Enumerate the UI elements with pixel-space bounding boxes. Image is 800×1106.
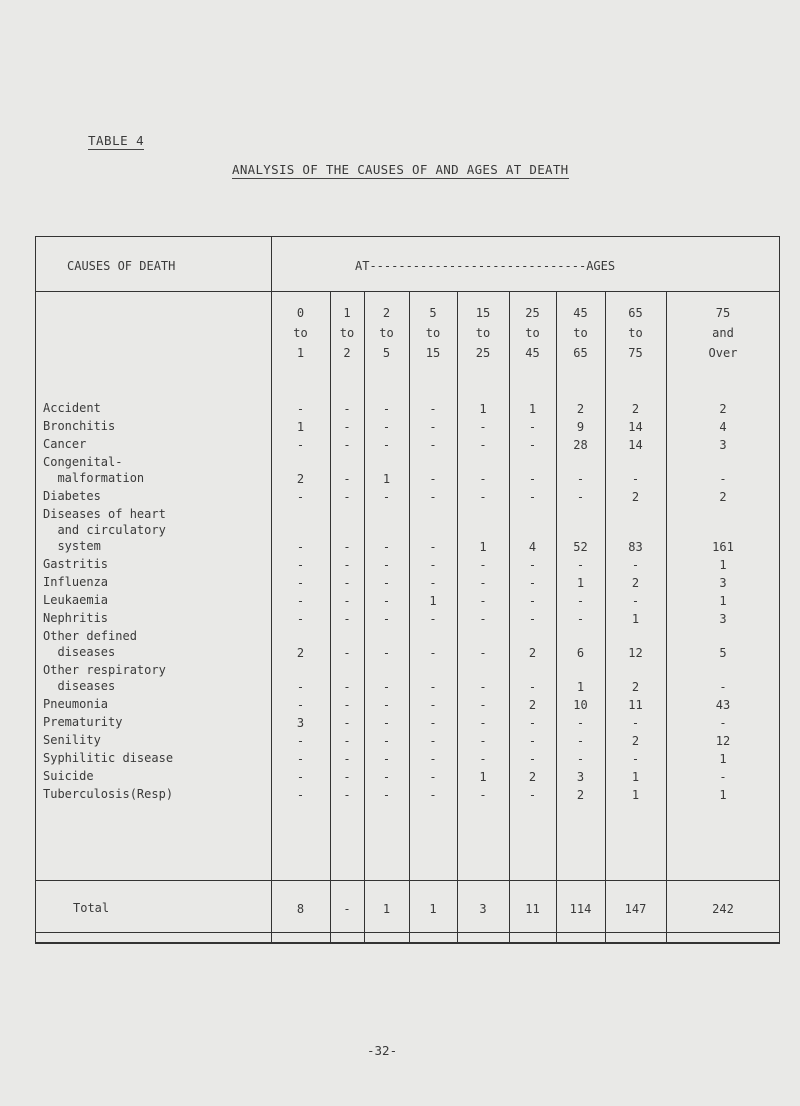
cause-label: Accident [43, 401, 101, 415]
table-cell: - [343, 680, 351, 694]
total-cell: 242 [712, 902, 734, 916]
table-cell: - [382, 540, 391, 554]
table-cell: - [296, 752, 305, 766]
table-cell: - [719, 716, 727, 730]
table-cell: 1 [719, 752, 727, 766]
cause-label: malformation [43, 471, 145, 485]
table-cell: - [479, 612, 487, 626]
table-cell: 14 [628, 420, 643, 434]
table-cell: - [343, 646, 351, 660]
table-cell: 2 [528, 646, 537, 660]
table-cell: - [343, 788, 351, 802]
table-cell: - [296, 788, 305, 802]
age-group-header-line: to [339, 326, 355, 340]
table-cell: - [429, 612, 437, 626]
table-cell: - [576, 612, 585, 626]
table-cell: 1 [576, 680, 585, 694]
table-cell: - [429, 540, 437, 554]
table-cell: 6 [576, 646, 585, 660]
table-cell: 1 [479, 402, 487, 416]
table-cell: 1 [479, 770, 487, 784]
cause-label: Congenital- [43, 455, 123, 469]
table-cell: - [576, 472, 585, 486]
table-cell: - [382, 402, 391, 416]
table-cell: - [479, 438, 487, 452]
table-cell: - [343, 770, 351, 784]
age-group-header-line: 0 [296, 306, 305, 320]
age-group-header-line: 5 [429, 306, 437, 320]
total-bottom-rule [35, 932, 780, 933]
age-group-header-line: 15 [475, 306, 491, 320]
table-cell: - [343, 438, 351, 452]
age-group-header [364, 303, 409, 363]
age-group-header-line: to [525, 326, 540, 340]
age-group-header-line: 45 [573, 306, 588, 320]
table-cell: - [719, 770, 727, 784]
table-cell: - [382, 752, 391, 766]
age-group-header-line: to [425, 326, 441, 340]
table-cell: - [296, 594, 305, 608]
death-causes-table [35, 236, 780, 944]
cause-label: Other respiratory [43, 663, 166, 677]
total-cell: - [343, 902, 351, 916]
table-title: ANALYSIS OF THE CAUSES OF AND AGES AT DEATH [232, 162, 569, 177]
table-cell: 4 [528, 540, 537, 554]
table-cell: - [528, 420, 537, 434]
table-label: TABLE 4 [88, 133, 145, 148]
age-group-header-line: 25 [525, 306, 540, 320]
table-cell: - [296, 490, 305, 504]
table-cell: 1 [528, 402, 537, 416]
table-cell: - [479, 752, 487, 766]
table-cell: - [528, 438, 537, 452]
table-cell: 2 [631, 734, 640, 748]
table-cell: 1 [719, 558, 727, 572]
cause-label: Suicide [43, 769, 94, 783]
table-cell: 1 [296, 420, 305, 434]
table-cell: 2 [631, 680, 640, 694]
table-cell: 3 [719, 438, 727, 452]
table-cell: - [479, 734, 487, 748]
table-cell: 2 [296, 646, 305, 660]
table-cell: - [631, 752, 640, 766]
table-cell: - [576, 490, 585, 504]
table-cell: - [429, 716, 437, 730]
table-cell: - [576, 558, 585, 572]
table-cell: - [429, 698, 437, 712]
table-cell: - [382, 770, 391, 784]
table-cell: - [631, 594, 640, 608]
table-cell: - [382, 680, 391, 694]
table-cell: - [343, 576, 351, 590]
table-cell: 12 [628, 646, 643, 660]
table-cell: - [429, 770, 437, 784]
table-cell: - [382, 576, 391, 590]
total-cell: 114 [569, 902, 592, 916]
table-cell: - [576, 752, 585, 766]
table-cell: - [631, 716, 640, 730]
age-group-header-line: 25 [475, 346, 491, 360]
table-cell: - [528, 594, 537, 608]
cause-label: Syphilitic disease [43, 751, 174, 765]
table-cell: - [382, 646, 391, 660]
table-cell: - [479, 576, 487, 590]
table-cell: - [296, 540, 305, 554]
table-cell: 2 [296, 472, 305, 486]
total-cell: 11 [525, 902, 540, 916]
table-cell: - [343, 490, 351, 504]
table-cell: 1 [429, 594, 437, 608]
age-group-header-line: to [573, 326, 588, 340]
cause-label: Cancer [43, 437, 87, 451]
table-cell: - [343, 698, 351, 712]
cause-label: Gastritis [43, 557, 109, 571]
age-group-header-line: 75 [715, 306, 731, 320]
cause-label: system [43, 539, 101, 553]
cause-label: Pneumonia [43, 697, 109, 711]
table-cell: - [719, 680, 727, 694]
table-cell: - [528, 734, 537, 748]
table-cell: - [343, 472, 351, 486]
table-cell: - [296, 438, 305, 452]
table-cell: 2 [631, 576, 640, 590]
table-cell: - [479, 472, 487, 486]
table-cell: - [382, 438, 391, 452]
age-group-header-line: and [712, 326, 734, 340]
table-cell: - [429, 752, 437, 766]
table-cell: 1 [719, 788, 727, 802]
age-group-header-line: 15 [425, 346, 441, 360]
age-group-header [666, 303, 780, 363]
age-group-header-line: 2 [343, 346, 351, 360]
cause-label: Diabetes [43, 489, 101, 503]
cause-label: diseases [43, 645, 116, 659]
table-cell: 2 [576, 402, 585, 416]
table-cell: 52 [573, 540, 588, 554]
table-cell: - [429, 680, 437, 694]
table-cell: - [479, 716, 487, 730]
cause-label: Bronchitis [43, 419, 116, 433]
total-cell: 3 [479, 902, 487, 916]
table-cell: 28 [573, 438, 588, 452]
age-group-header [330, 303, 364, 363]
total-label: Total [73, 901, 110, 915]
table-cell: 3 [719, 576, 727, 590]
table-cell: - [576, 734, 585, 748]
table-cell: 2 [631, 490, 640, 504]
cause-label: Leukaemia [43, 593, 109, 607]
total-cell: 1 [429, 902, 437, 916]
age-group-header-line: 65 [628, 306, 643, 320]
table-cell: - [429, 734, 437, 748]
table-cell: - [528, 788, 537, 802]
table-cell: - [382, 698, 391, 712]
age-group-header-line: 5 [382, 346, 391, 360]
table-cell: 1 [479, 540, 487, 554]
table-cell: - [479, 558, 487, 572]
table-cell: 1 [382, 472, 391, 486]
table-cell: - [429, 438, 437, 452]
age-group-header-line: Over [708, 346, 738, 360]
cause-label: Nephritis [43, 611, 109, 625]
table-cell: - [343, 420, 351, 434]
total-cell: 147 [624, 902, 647, 916]
table-cell: - [296, 770, 305, 784]
header-divider [35, 291, 780, 292]
table-cell: - [343, 612, 351, 626]
age-group-header [605, 303, 666, 363]
table-cell: - [479, 490, 487, 504]
table-cell: - [343, 540, 351, 554]
table-cell: - [382, 420, 391, 434]
header-causes-of-death: CAUSES OF DEATH [67, 259, 176, 273]
table-cell: - [382, 594, 391, 608]
age-group-header-line: to [379, 326, 394, 340]
table-cell: - [382, 716, 391, 730]
age-group-header [509, 303, 556, 363]
total-top-rule [35, 880, 780, 881]
table-cell: - [528, 472, 537, 486]
table-cell: 5 [719, 646, 727, 660]
table-cell: - [528, 558, 537, 572]
age-group-header [409, 303, 457, 363]
table-cell: - [429, 576, 437, 590]
cause-label: Influenza [43, 575, 109, 589]
table-cell: 12 [715, 734, 731, 748]
table-cell: - [343, 558, 351, 572]
age-group-header-line: 1 [343, 306, 351, 320]
table-cell: - [296, 680, 305, 694]
table-cell: - [382, 788, 391, 802]
table-cell: - [719, 472, 727, 486]
table-cell: 9 [576, 420, 585, 434]
total-cell: 8 [296, 902, 305, 916]
table-left-border [35, 237, 36, 942]
table-cell: - [343, 594, 351, 608]
table-cell: 3 [576, 770, 585, 784]
table-cell: 10 [573, 698, 588, 712]
table-cell: - [528, 576, 537, 590]
table-cell: - [296, 402, 305, 416]
table-cell: 161 [712, 540, 734, 554]
table-cell: - [479, 646, 487, 660]
age-group-header [271, 303, 330, 363]
table-cell: - [429, 472, 437, 486]
cause-label: diseases [43, 679, 116, 693]
age-group-header-line: 75 [628, 346, 643, 360]
table-cell: - [479, 698, 487, 712]
table-cell: 1 [576, 576, 585, 590]
table-cell: - [382, 734, 391, 748]
table-cell: 14 [628, 438, 643, 452]
table-cell: 2 [528, 698, 537, 712]
table-cell: - [631, 472, 640, 486]
table-cell: - [429, 490, 437, 504]
cause-label: Senility [43, 733, 101, 747]
total-cell: 1 [382, 902, 391, 916]
table-cell: - [296, 612, 305, 626]
table-cell: - [528, 716, 537, 730]
age-group-header-line: to [293, 326, 308, 340]
table-cell: - [528, 490, 537, 504]
age-group-header-line: 1 [296, 346, 305, 360]
age-group-header-line: 65 [573, 346, 588, 360]
header-at-ages: AT------------------------------AGES [355, 259, 616, 273]
table-cell: 11 [628, 698, 643, 712]
table-cell: 1 [719, 594, 727, 608]
table-cell: 2 [719, 490, 727, 504]
table-cell: - [528, 680, 537, 694]
table-cell: - [343, 752, 351, 766]
age-group-header [457, 303, 509, 363]
page-number: -32- [367, 1043, 398, 1058]
age-column-divider [666, 291, 667, 942]
cause-label: Tuberculosis(Resp) [43, 787, 174, 801]
table-cell: - [528, 752, 537, 766]
table-cell: - [382, 490, 391, 504]
cause-label: Diseases of heart [43, 507, 166, 521]
table-cell: - [479, 594, 487, 608]
table-cell: - [429, 646, 437, 660]
table-cell: 83 [628, 540, 643, 554]
table-cell: - [429, 788, 437, 802]
table-cell: - [382, 612, 391, 626]
table-cell: 2 [631, 402, 640, 416]
table-cell: - [576, 594, 585, 608]
table-cell: - [429, 402, 437, 416]
cause-label: and circulatory [43, 523, 166, 537]
table-cell: - [631, 558, 640, 572]
table-cell: - [343, 734, 351, 748]
cause-label: Other defined [43, 629, 137, 643]
table-cell: - [429, 420, 437, 434]
table-cell: 2 [719, 402, 727, 416]
table-cell: 1 [631, 770, 640, 784]
table-cell: 3 [719, 612, 727, 626]
age-group-header-line: to [475, 326, 491, 340]
table-cell: - [343, 402, 351, 416]
table-cell: - [296, 576, 305, 590]
table-cell: 43 [715, 698, 731, 712]
table-cell: - [429, 558, 437, 572]
table-cell: - [479, 420, 487, 434]
table-cell: - [479, 680, 487, 694]
table-cell: - [296, 734, 305, 748]
age-group-header-line: 2 [382, 306, 391, 320]
table-cell: 3 [296, 716, 305, 730]
age-group-header-line: 45 [525, 346, 540, 360]
table-cell: 1 [631, 612, 640, 626]
table-cell: - [296, 698, 305, 712]
table-cell: - [343, 716, 351, 730]
table-cell: 2 [576, 788, 585, 802]
age-group-header [556, 303, 605, 363]
table-cell: 4 [719, 420, 727, 434]
table-cell: - [382, 558, 391, 572]
age-group-header-line: to [628, 326, 643, 340]
table-cell: - [479, 788, 487, 802]
table-cell: - [576, 716, 585, 730]
table-cell: - [296, 558, 305, 572]
table-cell: 1 [631, 788, 640, 802]
table-cell: 2 [528, 770, 537, 784]
table-cell: - [528, 612, 537, 626]
cause-label: Prematurity [43, 715, 123, 729]
